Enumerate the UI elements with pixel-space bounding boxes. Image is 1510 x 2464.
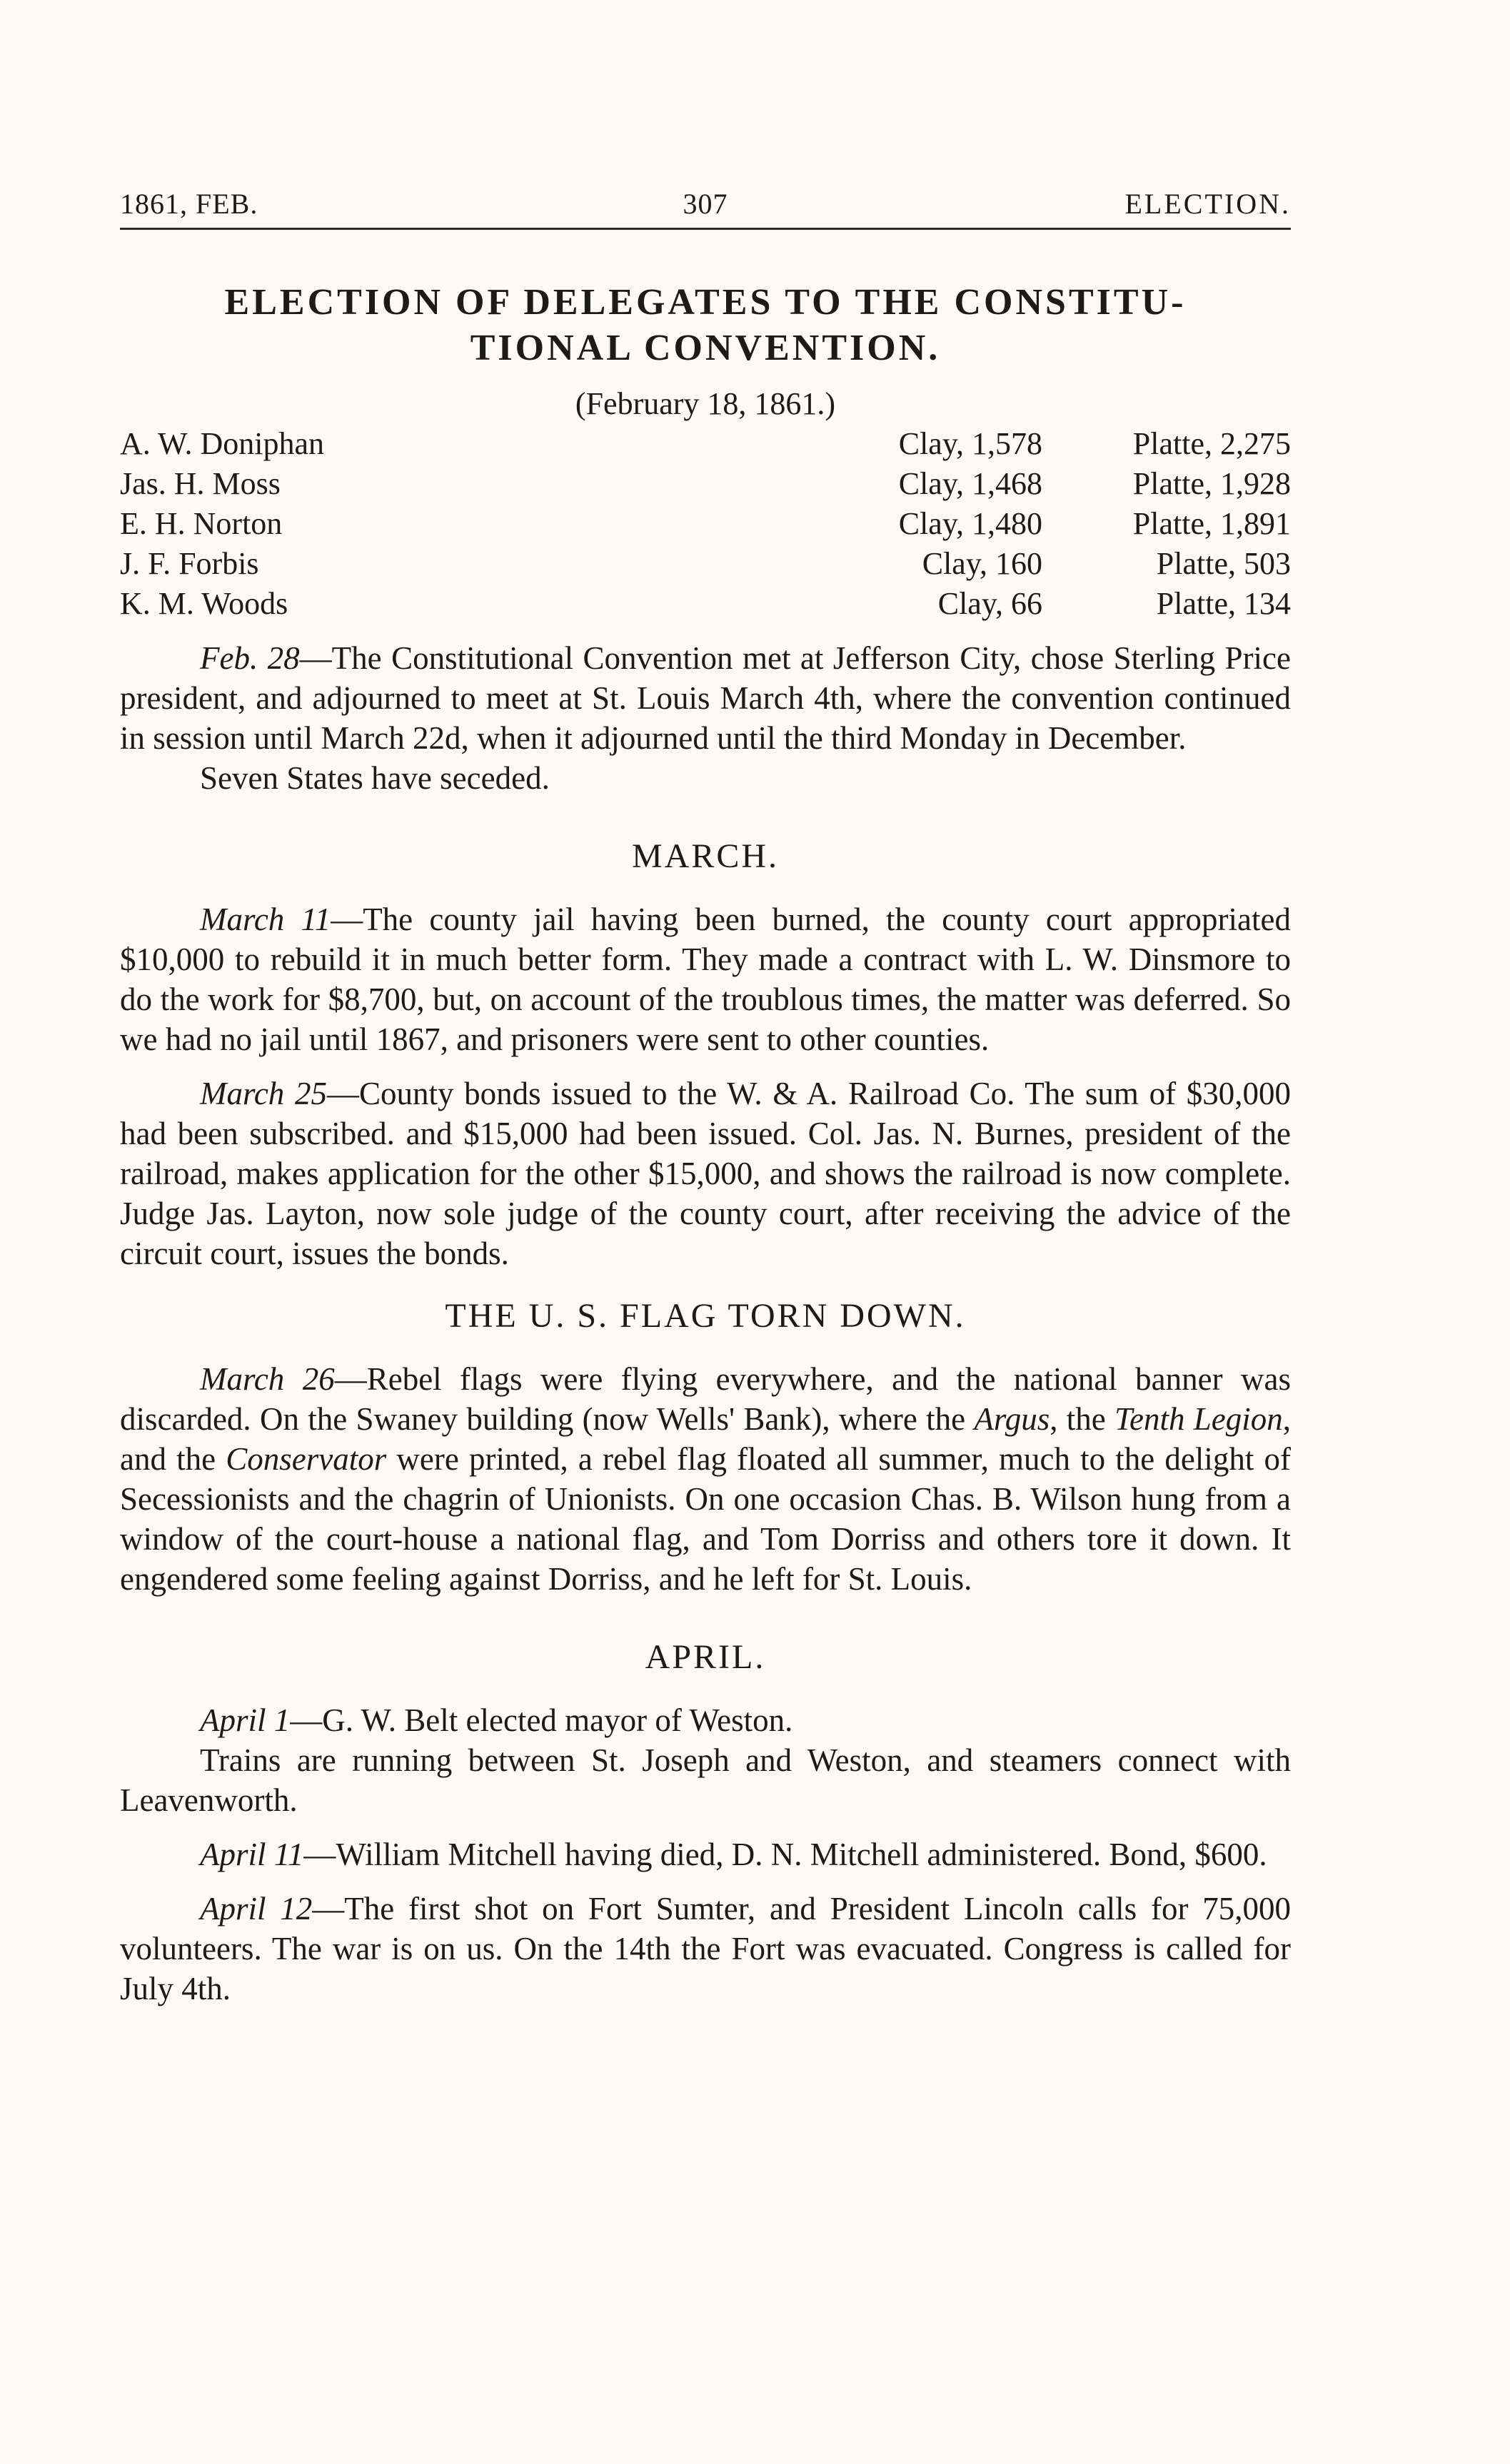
platte-votes: Platte, 1,891 [1132,506,1291,541]
section-heading-flag: THE U. S. FLAG TORN DOWN. [445,1297,966,1335]
section-heading-march: MARCH. [631,837,780,875]
entry-text: , the [1050,1401,1115,1437]
entry-date: April 1 [200,1702,291,1738]
title-line-2: TIONAL CONVENTION. [470,328,941,368]
platte-votes: Platte, 1,928 [1132,466,1291,501]
running-head-section: ELECTION. [1124,188,1292,220]
entry-april-1 [120,1700,1291,1740]
title-line-1: ELECTION OF DELEGATES TO THE CONSTITU- [224,282,1187,323]
clay-votes: Clay, 1,480 [898,506,1042,541]
entry-text: , and the [120,1401,1292,1477]
clay-votes: Clay, 1,578 [898,426,1042,461]
entry-april-11 [120,1834,1291,1874]
table-row [120,424,1291,464]
entry-text: —The first shot on Fort Sumter, and President Lincoln calls for 75,000 volunteers. The war is on us. On the 14th the Fort was evacuated. Congress is called for July 4th. [120,1891,1291,2006]
entry-date: April 11 [200,1837,304,1872]
delegate-name: Jas. H. Moss [120,466,281,501]
entry-date: March 26 [200,1361,335,1397]
platte-votes: Platte, 503 [1156,546,1291,581]
table-row [120,504,1291,544]
clay-votes: Clay, 1,468 [898,466,1042,501]
newspaper-name: Argus [974,1401,1050,1437]
entry-march-11 [120,899,1291,1059]
entry-date: March 25 [200,1076,327,1111]
newspaper-name: Tenth Legion [1114,1401,1283,1437]
entry-text: —G. W. Belt elected mayor of Weston. [290,1702,793,1738]
platte-votes: Platte, 2,275 [1132,426,1291,461]
entry-march-25 [120,1074,1291,1273]
entry-text: —County bonds issued to the W. & A. Railroad Co. The sum of $30,000 had been subscribed. and $15,000 had been issued. Col. Jas. N. Burnes, president of the railroad, makes application for the other $15,000, and shows the railroad is now complete. Judge Jas. Layton, now sole judge of the county court, after receiving the advice of the circuit court, issues the bonds. [120,1076,1291,1271]
platte-votes: Platte, 134 [1156,586,1291,621]
page-number: 307 [683,188,728,220]
delegate-name: E. H. Norton [120,506,283,541]
entry-march-26 [120,1359,1291,1599]
article-title [120,280,1291,371]
entry-text: —The county jail having been burned, the county court appropriated $10,000 to rebuild it in much better form. They made a contract with L. W. Dinsmore to do the work for $8,700, but, on account of the troublous times, the matter was deferred. So we had no jail until 1867, and prisoners were sent to other counties. [120,902,1291,1057]
entry-april-12 [120,1889,1291,2009]
entry-text: were printed, a rebel flag floated all summer, much to the delight of Secessionists and the chagrin of Unionists. On one occasion Chas. B. Wilson hung from a window of the court-house a national flag, and Tom Dorriss and others tore it down. It engendered some feeling against Dorriss, and he left for St. Louis. [120,1441,1291,1597]
election-results-table [120,424,1291,624]
section-heading-april: APRIL. [645,1638,766,1676]
table-row [120,584,1291,624]
clay-votes: Clay, 160 [922,546,1042,581]
election-date: (February 18, 1861.) [575,386,836,421]
table-row [120,464,1291,504]
entry-date: April 12 [200,1891,313,1927]
newspaper-name: Conservator [226,1441,387,1477]
clay-votes: Clay, 66 [937,586,1042,621]
delegate-name: J. F. Forbis [120,546,259,581]
entry-text: —The Constitutional Convention met at Jefferson City, chose Sterling Price president, and adjourned to meet at St. Louis March 4th, where the convention continued in session until March 22d, when it adjourned until the third Monday in December. [120,640,1292,756]
seceded-note: Seven States have seceded. [200,760,550,796]
entry-date: Feb. 28 [200,640,300,676]
table-row [120,544,1291,584]
delegate-name: A. W. Doniphan [120,426,324,461]
entry-date: March 11 [200,902,331,937]
entry-text: —William Mitchell having died, D. N. Mitchell administered. Bond, $600. [303,1837,1267,1872]
entry-feb-28 [120,638,1291,758]
running-head [120,187,1291,230]
book-page [120,187,1291,2009]
running-head-date: 1861, FEB. [120,188,258,220]
trains-note: Trains are running between St. Joseph and Weston, and steamers connect with Leavenworth. [120,1742,1291,1818]
entry-text: —Rebel flags were flying everywhere, and the national banner was discarded. On the Swaney building (now Wells' Bank), where the [120,1361,1291,1437]
delegate-name: K. M. Woods [120,586,288,621]
